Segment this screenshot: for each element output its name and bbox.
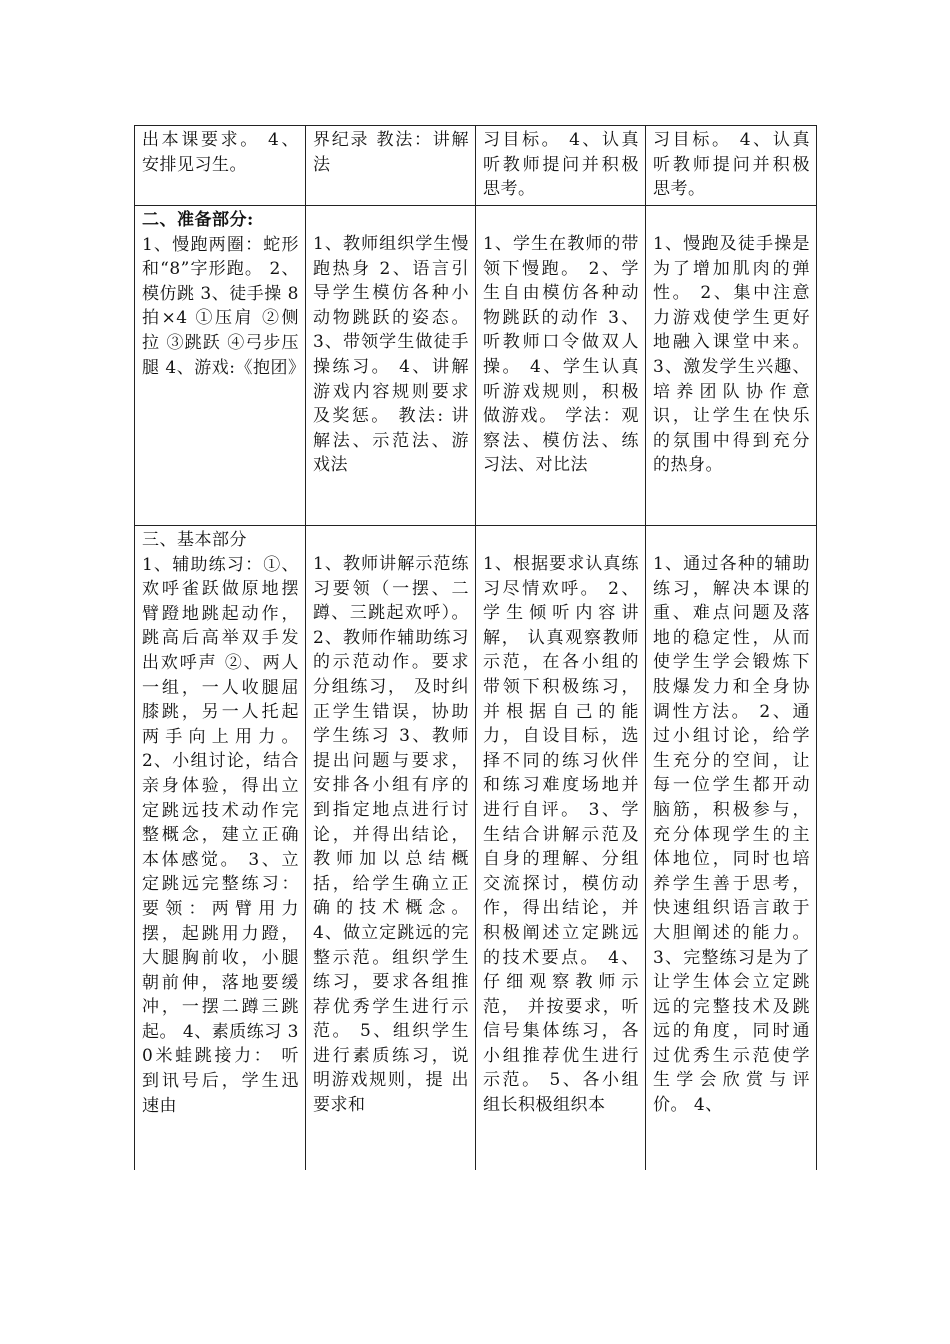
lesson-plan-table [134,125,817,1170]
table-cell-purpose [646,526,817,1171]
table-row [135,206,817,526]
table-cell-teacher [306,526,476,1171]
table-row [135,126,817,206]
cell-text: 1、教师讲解示范练习要领（一摆、二蹲、三跳起欢呼）。 2、教师作辅助练习的示范动作。要求分组练习， 及时纠正学生错误，协助学生练习 3、教师提出问题与要求，安排各小组有序的到指定地点进行讨论，并得出结论，教师加以总结概括，给学生确立正确的技术概念。 4、做立定跳远的完整示范。组织学生练习，要求各组推荐优秀学生进行示范。 5、组织学生进行素质练习，说明游戏规则，提 出要求和 [313,554,469,1116]
table-cell-purpose [646,206,817,526]
table-cell-student [476,126,646,206]
cell-text: 1、辅助练习：①、欢呼雀跃做原地摆臂蹬地跳起动作，跳高后高举双手发出欢呼声 ②、两人一组，一人收腿屈膝跳，另一人托起两手向上用力。 2、小组讨论，结合亲身体验，得出立定跳远技术动作完整概念，建立正确本体感觉。 3、立定跳远完整练习：要领：两臂用力摆，起跳用力蹬，大腿胸前收，小腿朝前伸，落地要缓冲，一摆二蹲三跳起。 4、素质练习 30米蛙跳接力： 听到讯号后，学生迅速由 [142,554,299,1116]
cell-text: 1、慢跑及徒手操是为了增加肌肉的弹性。 2、集中注意力游戏使学生更好地融入课堂中来。 3、激发学生兴趣、培养团队协作意识，让学生在快乐的氛围中得到充分的热身。 [653,234,810,476]
table-cell-content [135,526,306,1171]
table-cell-teacher [306,206,476,526]
cell-text: 1、根据要求认真练习尽情欢呼。 2、学生倾听内容讲解， 认真观察教师示范，在各小组的带领下积极练习，并根据自己的能力，自设目标，选择不同的练习伙伴和练习难度场地并进行自评。 3、学生结合讲解示范及自身的理解、分组交流探讨，模仿动作，得出结论，并积极阐述立定跳远的技术要点。 4、仔细观察教师示范， 并按要求，听信号集体练习，各小组推荐优生进行示范。 5、各小组组长积极组织本 [483,554,639,1116]
cell-text: 1、通过各种的辅助练习，解决本课的重、难点问题及落地的稳定性，从而使学生学会锻炼下肢爆发力和全身协调性方法。 2、通过小组讨论，给学生充分的空间，让每一位学生都开动脑筋，积极参与，充分体现学生的主体地位，同时也培养学生善于思考，快速组织语言敢于大胆阐述的能力。 3、完整练习是为了让学生体会立定跳远的完整技术及跳远的角度，同时通过优秀生示范使学生学会欣赏与评价。 4、 [653,554,810,1116]
cell-text: 出本课要求。 4、安排见习生。 [142,130,299,175]
table-cell-content [135,126,306,206]
cell-text: 1、教师组织学生慢跑热身 2、语言引导学生模仿各种小动物跳跃的姿态。 3、带领学生做徒手操练习。 4、讲解游戏内容规则要求及奖惩。 教法: 讲解法、示范法、游戏法 [313,234,469,476]
table-row [135,526,817,1171]
section-heading: 三、基本部分 [142,530,247,550]
table-cell-content [135,206,306,526]
section-heading: 二、准备部分: [142,210,254,230]
cell-text: 习目标。 4、认真听教师提问并积极思考。 [653,130,810,200]
cell-text: 1、学生在教师的带领下慢跑。 2、学生自由模仿各种动物跳跃的动作 3、听教师口令做双人操。 4、学生认真听游戏规则，积极做游戏。 学法：观察法、模仿法、练习法、对比法 [483,234,639,476]
cell-text: 习目标。 4、认真听教师提问并积极思考。 [483,130,639,200]
table-cell-purpose [646,126,817,206]
table-cell-student [476,526,646,1171]
table-cell-teacher [306,126,476,206]
cell-text: 1、慢跑两圈：蛇形和“8”字形跑。 2、模仿跳 3、徒手操 8拍×4 ①压肩 ②侧拉 ③跳跃 ④弓步压腿 4、游戏:《抱团》 [142,234,306,378]
table-cell-student [476,206,646,526]
cell-text: 界纪录 教法：讲解法 [313,130,469,175]
